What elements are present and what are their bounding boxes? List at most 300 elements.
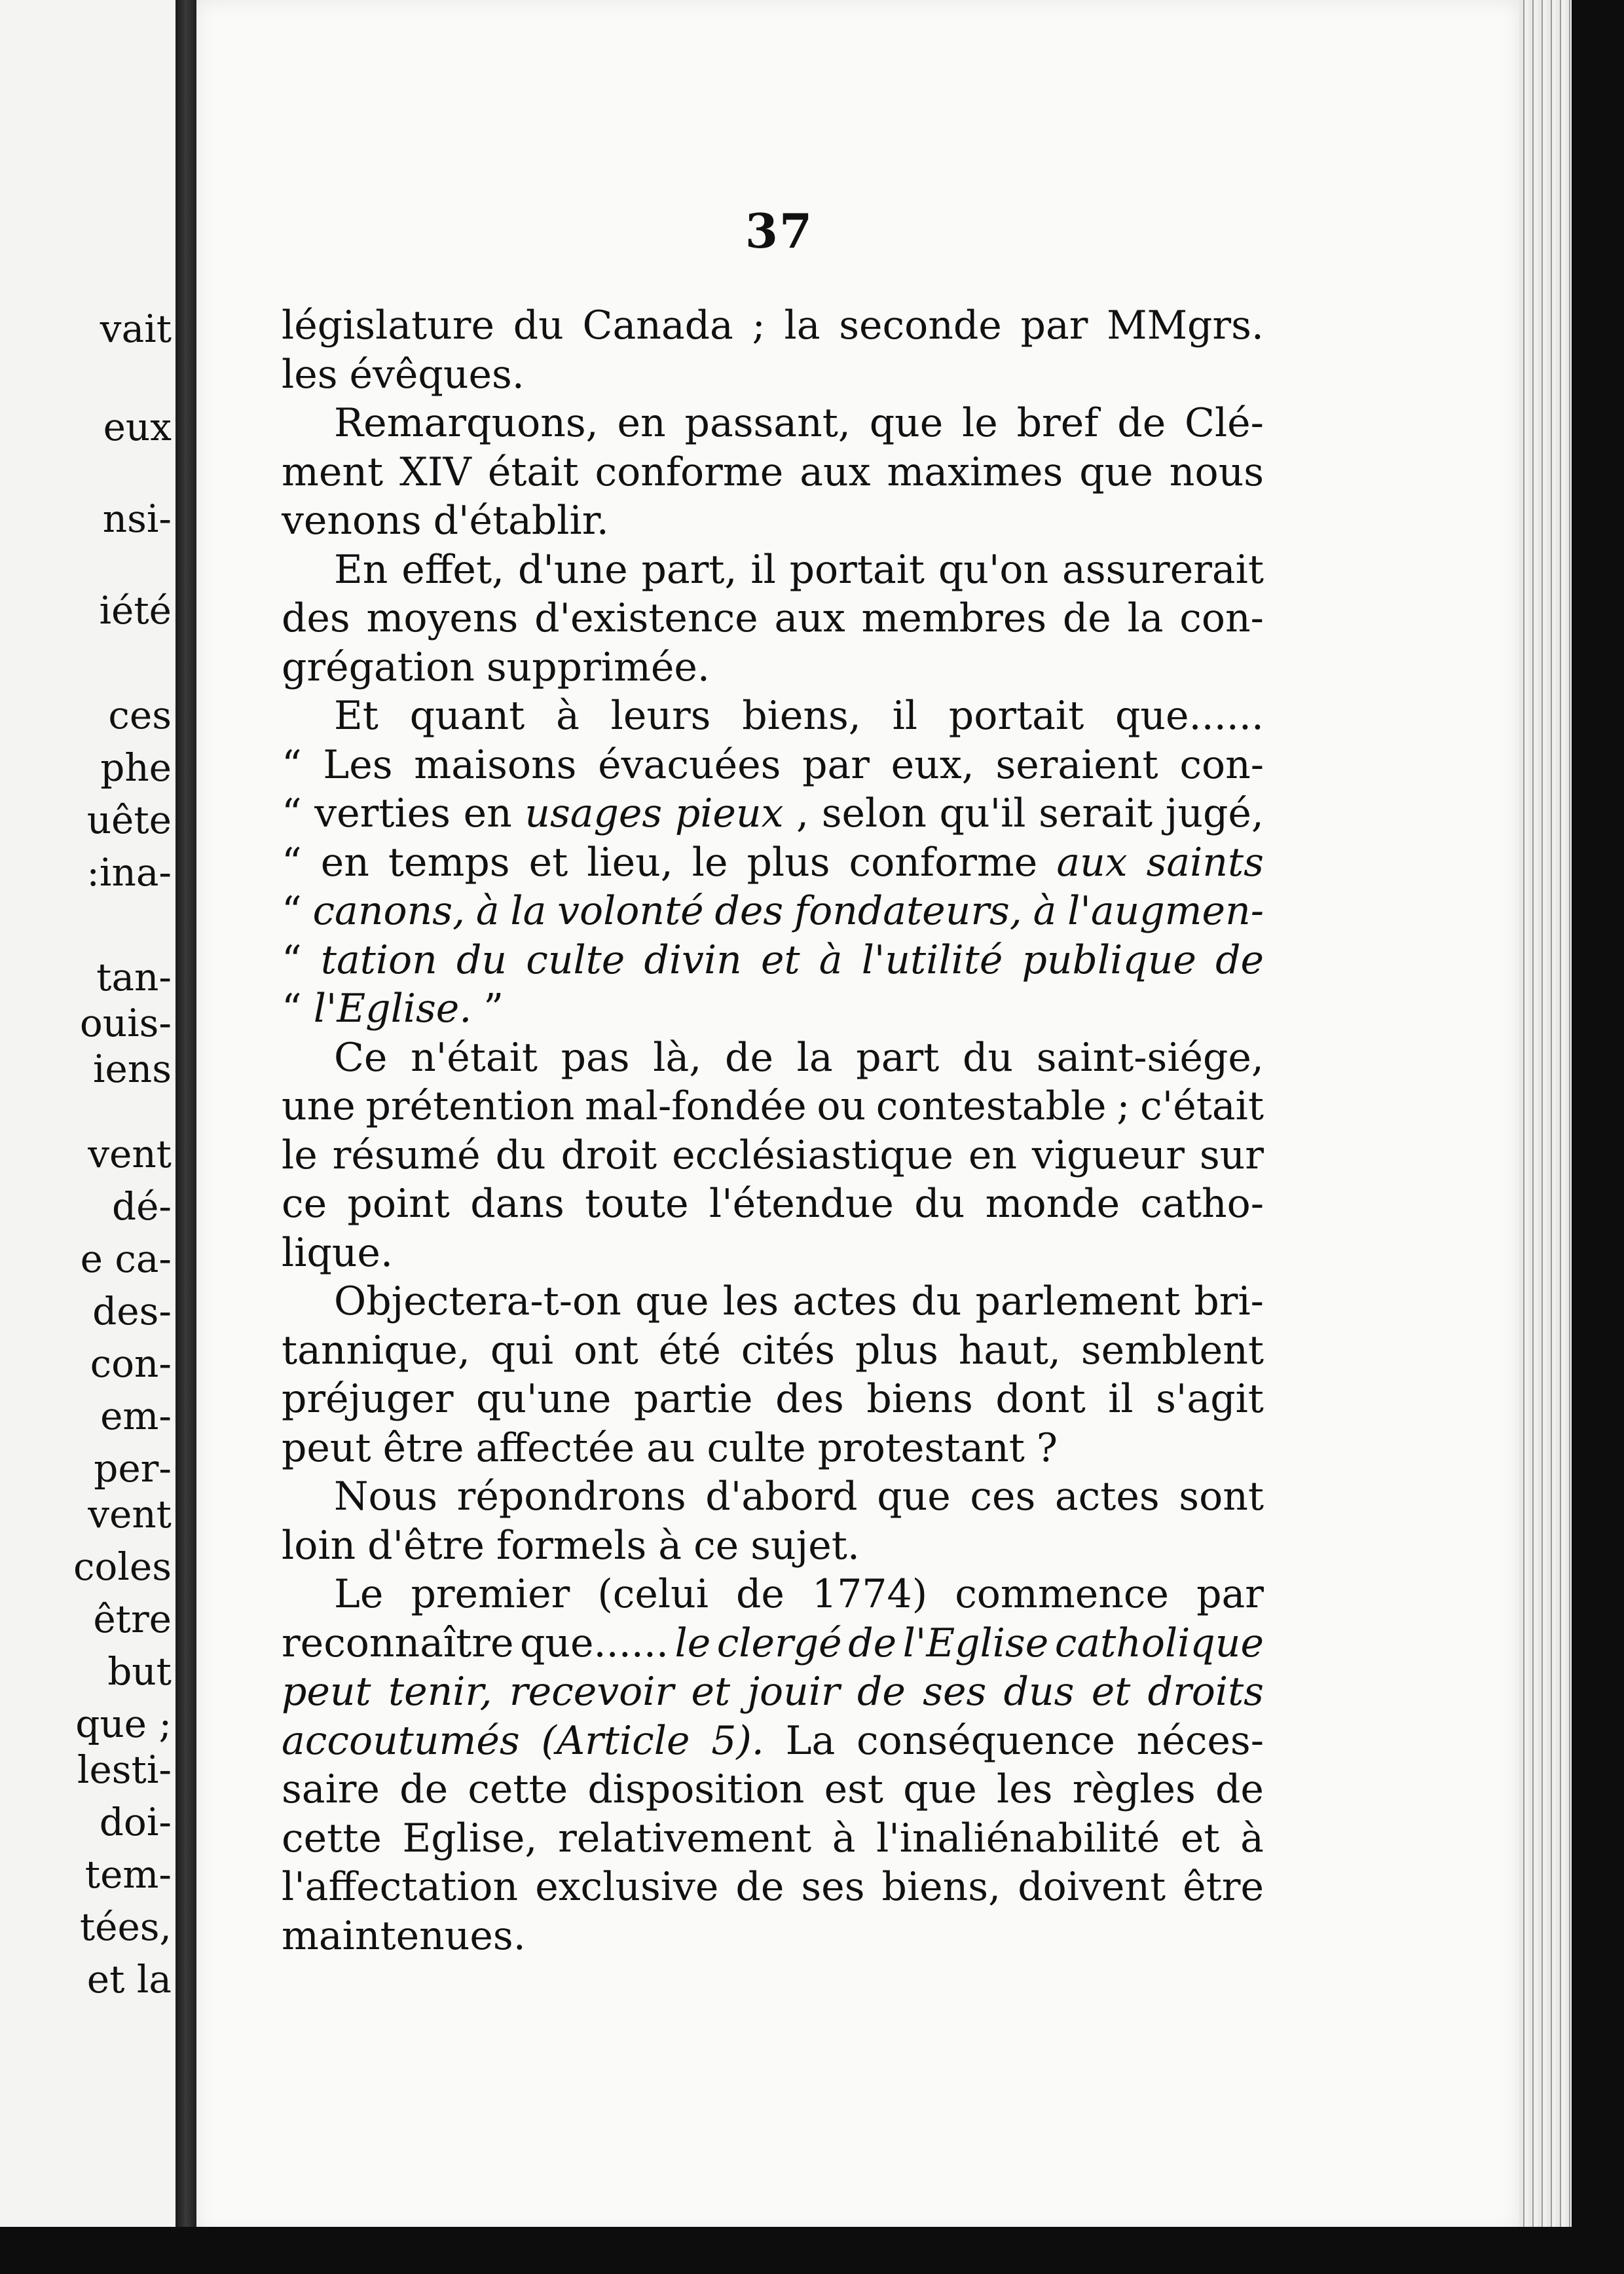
word: conséquence <box>856 1717 1115 1764</box>
word: commence <box>955 1571 1169 1617</box>
word: seraient <box>995 741 1158 788</box>
word: Les <box>323 741 393 788</box>
word: venons <box>282 498 422 544</box>
word: du <box>456 937 507 983</box>
word: publique <box>1022 937 1196 983</box>
word: l'affectation <box>282 1864 519 1910</box>
word: portait <box>789 546 925 593</box>
word: Clé- <box>1185 400 1264 446</box>
word: conforme <box>595 449 784 495</box>
word: membres <box>861 595 1047 641</box>
word: des <box>775 1376 844 1422</box>
word: premier <box>411 1571 570 1617</box>
word: bref <box>1016 400 1099 446</box>
word: en <box>320 839 369 885</box>
word: “ <box>282 937 302 983</box>
left-page-fragment: but <box>107 1649 172 1694</box>
text-line <box>282 692 1264 741</box>
word: du <box>513 303 564 348</box>
word: Remarquons, <box>334 400 599 446</box>
left-page-fragment: ces <box>108 693 172 737</box>
left-page-fragment: doi- <box>99 1800 172 1844</box>
word: En <box>334 546 388 593</box>
word: point <box>347 1181 450 1227</box>
word: que...... <box>520 1620 669 1666</box>
word: que <box>869 400 944 446</box>
word: aux <box>774 595 845 641</box>
word: ecclésiastique <box>672 1132 953 1178</box>
word: dont <box>995 1376 1086 1422</box>
word: répondrons <box>456 1474 686 1519</box>
word: les <box>282 351 338 398</box>
word: c'était <box>1140 1083 1264 1129</box>
word: “ <box>282 888 302 934</box>
word: actes <box>1054 1474 1160 1519</box>
word: con- <box>1179 741 1264 788</box>
word: con- <box>1179 595 1264 641</box>
word: ont <box>574 1327 638 1373</box>
word: néces- <box>1136 1717 1264 1764</box>
text-line <box>282 1326 1264 1375</box>
word: ou <box>817 1083 866 1129</box>
word: à <box>819 937 843 983</box>
word: partie <box>633 1376 753 1422</box>
word: qu'il <box>939 791 1026 836</box>
left-page-fragment: per- <box>94 1446 172 1491</box>
left-page-fragment: phe <box>100 745 172 790</box>
left-page-fragment: et la <box>86 1957 172 2002</box>
word: lique. <box>282 1229 394 1276</box>
word: ; <box>752 303 766 348</box>
word: des <box>714 888 784 934</box>
text-line <box>282 984 1264 1034</box>
word: parlement <box>975 1278 1181 1324</box>
word: au <box>646 1425 695 1471</box>
text-line <box>282 741 1264 790</box>
word: par <box>1020 303 1088 348</box>
word: du <box>962 1034 1014 1081</box>
word: aux <box>800 449 871 495</box>
left-page-fragment: vent <box>88 1492 172 1537</box>
text-line <box>282 448 1264 497</box>
text-line <box>282 594 1264 643</box>
word: à <box>475 888 500 934</box>
word: effet, <box>401 546 505 593</box>
page-edges <box>1519 0 1572 2227</box>
word: maintenues. <box>282 1912 526 1959</box>
word: “ <box>282 839 302 885</box>
word: tenir, <box>388 1669 492 1715</box>
word: toute <box>585 1181 689 1227</box>
word: du <box>495 1132 546 1178</box>
word: des <box>282 595 350 641</box>
word: 5). <box>711 1717 764 1764</box>
word: temps <box>388 839 510 885</box>
left-page-fragment: tées, <box>79 1905 172 1949</box>
word: vigueur <box>1031 1132 1185 1178</box>
word: d'abord <box>705 1474 858 1519</box>
word: haut, <box>958 1327 1061 1373</box>
word: de <box>1215 937 1264 983</box>
word: , <box>796 791 809 836</box>
word: pas <box>561 1034 630 1081</box>
word: il <box>1108 1376 1134 1422</box>
text-line <box>282 887 1264 936</box>
word: “ <box>282 986 302 1032</box>
word: pieux <box>674 791 784 836</box>
word: cette <box>282 1815 382 1861</box>
word: peut <box>282 1425 371 1471</box>
word: semblent <box>1080 1327 1264 1373</box>
word: en <box>463 791 512 836</box>
word: sujet. <box>750 1522 860 1569</box>
word: là, <box>653 1034 702 1081</box>
word: sur <box>1199 1132 1264 1178</box>
left-page-fragment: :ina- <box>86 850 172 895</box>
text-line <box>282 1765 1264 1814</box>
word: ment <box>282 449 384 495</box>
left-page-fragment: des- <box>92 1289 172 1333</box>
word: de <box>736 1571 784 1617</box>
text-line <box>282 838 1264 887</box>
word: de <box>725 1034 773 1081</box>
word: ses <box>801 1864 865 1910</box>
word: ce <box>693 1522 739 1569</box>
word: catholique <box>1054 1620 1264 1666</box>
text-line <box>282 1472 1264 1521</box>
text-line <box>282 1570 1264 1619</box>
left-page-fragment: ouis- <box>79 1001 172 1045</box>
text-line <box>282 1912 1264 1961</box>
word: règles <box>1072 1766 1196 1812</box>
word: l'Eglise <box>902 1620 1049 1666</box>
word: disposition <box>587 1766 805 1812</box>
word: monde <box>985 1181 1120 1227</box>
word: affectée <box>475 1425 635 1471</box>
word: lieu, <box>587 839 673 885</box>
word: que <box>1079 449 1153 495</box>
word: Eglise, <box>402 1815 538 1861</box>
left-page-fragment: con- <box>90 1341 172 1386</box>
word: n'était <box>411 1034 538 1081</box>
word: saire <box>282 1766 380 1812</box>
word: ses <box>923 1669 987 1715</box>
word: qui <box>490 1327 554 1373</box>
word: que <box>903 1766 977 1812</box>
word: de <box>1062 595 1111 641</box>
word: l'utilité <box>861 937 1003 983</box>
word: “ <box>282 791 302 836</box>
word: aux <box>1056 839 1128 885</box>
word: et <box>528 839 568 885</box>
word: passant, <box>684 400 851 446</box>
word: quant <box>409 693 525 739</box>
word: (Article <box>541 1717 690 1764</box>
text-line <box>282 643 1264 692</box>
left-page-fragment: iété <box>99 588 172 633</box>
word: ? <box>1036 1425 1058 1471</box>
word: tation <box>320 937 437 983</box>
word: fondateurs, <box>794 888 1022 934</box>
word: qu'on <box>938 546 1049 593</box>
word: bri- <box>1194 1278 1264 1324</box>
word: XIV <box>399 449 471 495</box>
left-page-fragment: être <box>93 1597 172 1641</box>
word: doivent <box>1018 1864 1166 1910</box>
word: La <box>785 1717 836 1764</box>
left-page-fragment: lesti- <box>77 1747 172 1792</box>
text-line <box>282 1619 1264 1668</box>
word: et <box>1180 1815 1220 1861</box>
word: moyens <box>366 595 519 641</box>
word: protestant <box>817 1425 1025 1471</box>
text-line <box>282 936 1264 985</box>
word: de <box>848 1620 897 1666</box>
text-line <box>282 1082 1264 1131</box>
word: est <box>824 1766 883 1812</box>
word: Canada <box>582 303 733 348</box>
text-line <box>282 1229 1264 1278</box>
word: “ <box>282 741 302 788</box>
word: de <box>735 1864 784 1910</box>
word: le <box>962 400 998 446</box>
word: ” <box>483 986 504 1032</box>
left-page-fragment: vait <box>100 307 172 351</box>
left-page-fragment: tem- <box>84 1852 172 1897</box>
word: la <box>510 888 547 934</box>
text-line <box>282 1034 1264 1083</box>
word: évêques. <box>349 351 525 398</box>
word: leurs <box>610 693 711 739</box>
word: saint-siége, <box>1036 1034 1264 1081</box>
word: résumé <box>332 1132 481 1178</box>
word: être <box>382 1425 464 1471</box>
body-text <box>282 301 1264 1960</box>
word: maximes <box>887 449 1063 495</box>
word: être <box>1183 1864 1264 1910</box>
word: en <box>617 400 666 446</box>
word: canons, <box>312 888 466 934</box>
text-line <box>282 496 1264 546</box>
word: part <box>856 1034 940 1081</box>
word: Nous <box>334 1474 438 1519</box>
word: à <box>832 1815 856 1861</box>
text-line <box>282 1375 1264 1424</box>
word: assurerait <box>1062 546 1264 593</box>
word: serait <box>1039 791 1153 836</box>
word: biens, <box>742 693 861 739</box>
word: la <box>1127 595 1164 641</box>
text-line <box>282 399 1264 448</box>
word: biens <box>866 1376 973 1422</box>
word: part, <box>641 546 737 593</box>
word: volonté <box>557 888 704 934</box>
word: jouir <box>747 1669 840 1715</box>
word: et <box>691 1669 731 1715</box>
word: portait <box>948 693 1084 739</box>
word: formels <box>496 1522 647 1569</box>
text-line <box>282 301 1264 350</box>
word: seconde <box>839 303 1002 348</box>
word: du <box>914 1181 965 1227</box>
left-page-fragment: uête <box>86 798 172 842</box>
word: MMgrs. <box>1107 303 1264 348</box>
word: d'être <box>367 1522 485 1569</box>
word: était <box>487 449 579 495</box>
page-number: 37 <box>745 203 814 259</box>
word: que <box>635 1278 709 1324</box>
text-line <box>282 1180 1264 1229</box>
word: à <box>1240 1815 1264 1861</box>
word: à <box>1033 888 1057 934</box>
word: d'existence <box>534 595 758 641</box>
word: qu'une <box>475 1376 612 1422</box>
word: le <box>282 1132 318 1178</box>
word: biens, <box>881 1864 1001 1910</box>
word: de <box>399 1766 449 1812</box>
word: que <box>877 1474 951 1519</box>
left-page-fragment: em- <box>100 1394 172 1438</box>
text-line <box>282 1521 1264 1571</box>
word: (celui <box>597 1571 709 1617</box>
word: plus <box>747 839 830 885</box>
word: l'inaliénabilité <box>876 1815 1160 1861</box>
word: Ce <box>334 1034 388 1081</box>
word: l'étendue <box>709 1181 894 1227</box>
word: en <box>968 1132 1017 1178</box>
word: recevoir <box>509 1669 674 1715</box>
text-line <box>282 546 1264 595</box>
word: jugé, <box>1165 791 1264 836</box>
word: législature <box>282 303 494 348</box>
text-line <box>282 1131 1264 1180</box>
word: exclusive <box>535 1864 719 1910</box>
word: par <box>1196 1571 1264 1617</box>
left-page-fragment: eux <box>103 405 172 449</box>
word: le <box>692 839 728 885</box>
word: nous <box>1169 449 1264 495</box>
text-line <box>282 1277 1264 1326</box>
text-line <box>282 1424 1264 1473</box>
word: tannique, <box>282 1327 470 1373</box>
word: saints <box>1146 839 1264 885</box>
word: usages <box>525 791 663 836</box>
word: et <box>1091 1669 1131 1715</box>
word: d'une <box>517 546 628 593</box>
word: contestable <box>876 1083 1107 1129</box>
word: l'Eglise. <box>313 986 472 1032</box>
word: 1774) <box>812 1571 928 1617</box>
word: droits <box>1147 1669 1264 1715</box>
left-page-fragment: nsi- <box>102 496 172 541</box>
word: clergé <box>716 1620 842 1666</box>
text-line <box>282 1668 1264 1717</box>
word: s'agit <box>1156 1376 1264 1422</box>
word: Et <box>334 693 378 739</box>
word: une <box>282 1083 356 1129</box>
word: Le <box>334 1571 384 1617</box>
word: ces <box>970 1474 1036 1519</box>
word: divin <box>644 937 742 983</box>
word: actes <box>792 1278 898 1324</box>
word: de <box>1117 400 1166 446</box>
word: supprimée. <box>486 644 710 690</box>
word: par <box>802 741 870 788</box>
word: cités <box>741 1327 835 1373</box>
word: à <box>556 693 580 739</box>
word: mal-fondée <box>585 1083 807 1129</box>
word: catho- <box>1140 1181 1264 1227</box>
left-page-fragment: dé- <box>111 1184 172 1229</box>
word: droit <box>561 1132 657 1178</box>
word: l'augmen- <box>1067 888 1264 934</box>
word: reconnaître <box>282 1620 514 1666</box>
scan-border <box>0 2227 1624 2274</box>
word: il <box>892 693 918 739</box>
word: prétention <box>365 1083 575 1129</box>
word: sont <box>1179 1474 1264 1519</box>
word: du <box>911 1278 962 1324</box>
word: selon <box>821 791 927 836</box>
text-line <box>282 350 1264 400</box>
word: ; <box>1116 1083 1130 1129</box>
left-page-fragment: iens <box>93 1047 172 1091</box>
word: Objectera-t-on <box>334 1278 621 1324</box>
word: verties <box>314 791 451 836</box>
left-page-fragment: coles <box>73 1544 172 1589</box>
word: préjuger <box>282 1376 454 1422</box>
word: culte <box>526 937 625 983</box>
left-page-fragment: vent <box>88 1132 172 1176</box>
text-line <box>282 1814 1264 1863</box>
word: de <box>857 1669 906 1715</box>
word: et <box>760 937 800 983</box>
word: accoutumés <box>282 1717 520 1764</box>
word: la <box>784 303 821 348</box>
text-line <box>282 1863 1264 1912</box>
word: les <box>722 1278 779 1324</box>
word: le <box>674 1620 711 1666</box>
word: ce <box>282 1181 327 1227</box>
text-line <box>282 1717 1264 1766</box>
word: culte <box>707 1425 806 1471</box>
word: dus <box>1003 1669 1075 1715</box>
word: que...... <box>1115 693 1264 739</box>
left-facing-page <box>0 0 179 2227</box>
left-page-fragment: tan- <box>96 955 172 999</box>
word: de <box>1215 1766 1264 1812</box>
word: évacuées <box>598 741 781 788</box>
word: maisons <box>414 741 577 788</box>
word: il <box>750 546 776 593</box>
left-page-fragment: que ; <box>75 1702 172 1746</box>
text-line <box>282 789 1264 838</box>
word: peut <box>282 1669 371 1715</box>
word: plus <box>855 1327 938 1373</box>
word: la <box>796 1034 833 1081</box>
word: dans <box>470 1181 564 1227</box>
word: d'établir. <box>433 498 609 544</box>
word: loin <box>282 1522 356 1569</box>
word: à <box>658 1522 682 1569</box>
word: les <box>996 1766 1053 1812</box>
word: eux, <box>891 741 974 788</box>
word: grégation <box>282 644 475 690</box>
word: cette <box>468 1766 568 1812</box>
word: été <box>658 1327 721 1373</box>
left-page-fragment: e ca- <box>80 1237 172 1281</box>
word: conforme <box>849 839 1038 885</box>
